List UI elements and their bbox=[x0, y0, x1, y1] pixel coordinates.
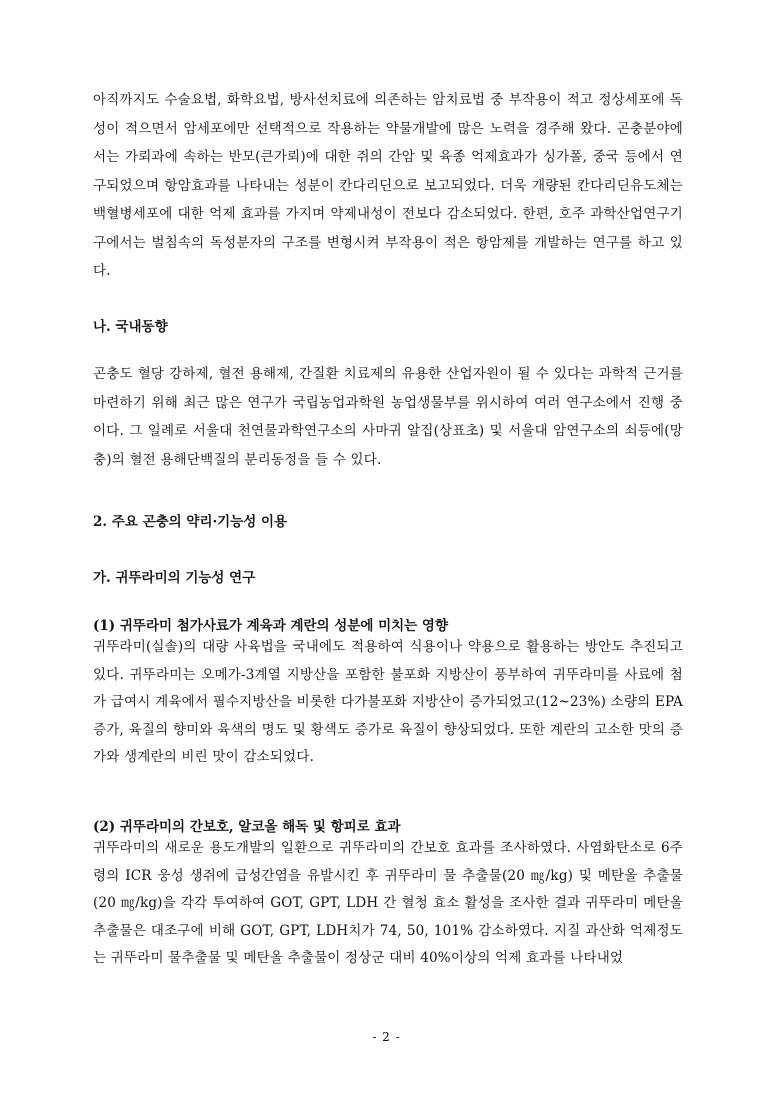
section-2-heading: 2. 주요 곤충의 약리·기능성 이용 bbox=[93, 514, 288, 530]
cricket-research-heading: 가. 귀뚜라미의 기능성 연구 bbox=[93, 570, 256, 586]
domestic-trends-heading: 나. 국내동향 bbox=[93, 319, 168, 335]
subsection-1-heading: (1) 귀뚜라미 첨가사료가 계육과 계란의 성분에 미치는 영향 bbox=[93, 618, 449, 634]
domestic-trends-paragraph: 곤충도 혈당 강하제, 혈전 용해제, 간질환 치료제의 유용한 산업자원이 될 수 있다는 과학적 근거를 마련하기 위해 최근 많은 연구가 국립농업과학원 농업생물부를 위시하여 여러 연구소에서 진행 중이다. 그 일례로 서울대 천연물과학연구소의 사마귀 알집(상표초) 및 서울대 암연구소의 쇠등에(망충)의 혈전 용해단백질의 분리동정을 들 수 있다. bbox=[93, 366, 683, 468]
page-number: - 2 - bbox=[372, 1030, 401, 1044]
subsection-1-paragraph: 귀뚜라미(실솔)의 대량 사육법을 국내에도 적용하여 식용이나 약용으로 활용하는 방안도 추진되고 있다. 귀뚜라미는 오메가-3계열 지방산을 포함한 불포화 지방산이 풍부하여 귀뚜라미를 사료에 첨가 급여시 계육에서 필수지방산을 비롯한 다가불포화 지방산이 증가되었고(12~23%) 소량의 EPA 증가, 육질의 향미와 육색의 명도 및 황색도 증가로 육질이 향상되었다. 또한 계란의 고소한 맛의 증가와 생계란의 비린 맛이 감소되었다. bbox=[93, 639, 683, 765]
subsection-2-heading: (2) 귀뚜라미의 간보호, 알코올 해독 및 항피로 효과 bbox=[93, 819, 401, 835]
intro-paragraph: 아직까지도 수술요법, 화학요법, 방사선치료에 의존하는 암치료법 중 부작용이 적고 정상세포에 독성이 적으면서 암세포에만 선택적으로 작용하는 약물개발에 많은 노력을 경주해 왔다. 곤충분야에서는 가뢰과에 속하는 반모(큰가뢰)에 대한 쥐의 간암 및 육종 억제효과가 싱가폴, 중국 등에서 연구되었으며 항암효과를 나타내는 성분이 칸다리딘으로 보고되었다. 더욱 개량된 칸다리딘유도체는 백혈병세포에 대한 억제 효과를 가지며 약제내성이 전보다 감소되었다. 한편, 호주 과학산업연구기구에서는 벌침속의 독성분자의 구조를 변형시켜 부작용이 적은 항암제를 개발하는 연구를 하고 있다. bbox=[93, 92, 683, 279]
subsection-2-paragraph: 귀뚜라미의 새로운 용도개발의 일환으로 귀뚜라미의 간보호 효과를 조사하였다. 사염화탄소로 6주령의 ICR 웅성 생쥐에 급성간염을 유발시킨 후 귀뚜라미 물 추출물(20 ㎎/kg) 및 메탄올 추출물(20 ㎎/kg)을 각각 투여하여 GOT, GPT, LDH 간 혈청 효소 활성을 조사한 결과 귀뚜라미 메탄올 추출물은 대조구에 비해 GOT, GPT, LDH치가 74, 50, 101% 감소하였다. 지질 과산화 억제정도는 귀뚜라미 물추출물 및 메탄올 추출물이 정상군 대비 40%이상의 억제 효과를 나타내었 bbox=[93, 840, 683, 966]
